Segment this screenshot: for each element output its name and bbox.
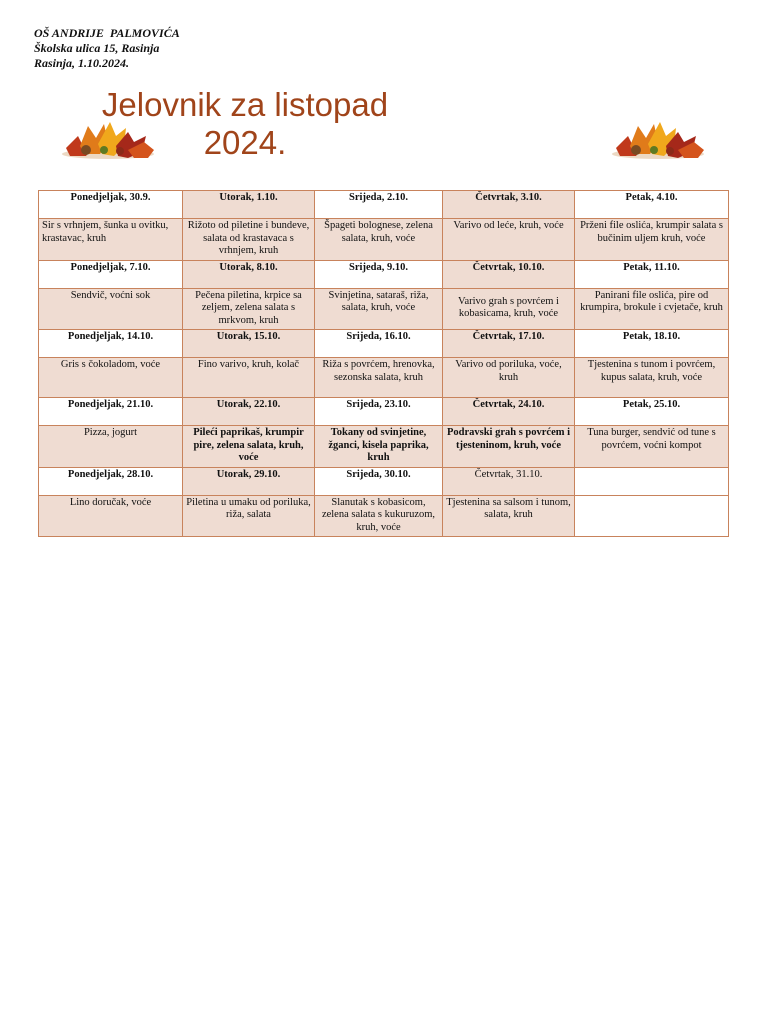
day-cell: Utorak, 15.10. (183, 330, 315, 358)
day-cell: Utorak, 29.10. (183, 467, 315, 495)
day-header-row (39, 260, 729, 288)
day-cell: Ponedjeljak, 28.10. (39, 467, 183, 495)
school-name: OŠ ANDRIJE PALMOVIĆA (34, 26, 180, 40)
meal-cell: Tokany od svinjetine, žganci, kisela paprika, kruh (315, 426, 443, 468)
day-cell: Četvrtak, 17.10. (443, 330, 575, 358)
meal-cell: Pileći paprikaš, krumpir pire, zelena salata, kruh, voće (183, 426, 315, 468)
day-header-row (39, 330, 729, 358)
meal-cell: Podravski grah s povrćem i tjesteninom, kruh, voće (443, 426, 575, 468)
meal-cell: Tuna burger, sendvić od tune s povrćem, voćni kompot (575, 426, 729, 468)
meal-cell: Špageti bolognese, zelena salata, kruh, voće (315, 219, 443, 261)
meal-cell: Pizza, jogurt (39, 426, 183, 468)
autumn-leaves-icon (58, 118, 158, 164)
menu-table (38, 190, 729, 537)
day-cell: Petak, 4.10. (575, 191, 729, 219)
title-line-2: 2024. (203, 124, 287, 161)
meal-cell: Tjestenina s tunom i povrćem, kupus salata, kruh, voće (575, 358, 729, 398)
meal-cell: Piletina u umaku od poriluka, riža, salata (183, 495, 315, 537)
day-cell: Petak, 18.10. (575, 330, 729, 358)
meal-cell: Panirani file oslića, pire od krumpira, brokule i cvjetače, kruh (575, 288, 729, 330)
meal-cell: Sir s vrhnjem, šunka u ovitku, krastavac, kruh (39, 219, 183, 261)
day-cell: Utorak, 8.10. (183, 260, 315, 288)
title-line-1: Jelovnik za listopad (101, 86, 389, 123)
meal-cell (575, 495, 729, 537)
day-cell: Petak, 25.10. (575, 398, 729, 426)
meal-cell: Sendvič, voćni sok (39, 288, 183, 330)
meal-cell: Gris s čokoladom, voće (39, 358, 183, 398)
meal-cell: Lino doručak, voće (39, 495, 183, 537)
day-header-row (39, 467, 729, 495)
day-cell: Srijeda, 30.10. (315, 467, 443, 495)
day-cell: Srijeda, 23.10. (315, 398, 443, 426)
day-cell: Utorak, 1.10. (183, 191, 315, 219)
day-cell: Petak, 11.10. (575, 260, 729, 288)
meal-cell: Rižoto od piletine i bundeve, salata od krastavaca s vrhnjem, kruh (183, 219, 315, 261)
day-header-row (39, 398, 729, 426)
meal-row (39, 495, 729, 537)
day-cell: Ponedjeljak, 21.10. (39, 398, 183, 426)
day-cell: Srijeda, 2.10. (315, 191, 443, 219)
school-address: Školska ulica 15, Rasinja (34, 41, 160, 55)
meal-row (39, 288, 729, 330)
day-cell: Četvrtak, 24.10. (443, 398, 575, 426)
day-cell: Ponedjeljak, 30.9. (39, 191, 183, 219)
school-info (34, 26, 180, 71)
meal-cell: Varivo od poriluka, voće, kruh (443, 358, 575, 398)
meal-cell: Varivo od leće, kruh, voće (443, 219, 575, 261)
day-cell: Ponedjeljak, 7.10. (39, 260, 183, 288)
meal-cell: Riža s povrćem, hrenovka, sezonska salata, kruh (315, 358, 443, 398)
autumn-leaves-icon (608, 118, 708, 164)
meal-cell: Fino varivo, kruh, kolač (183, 358, 315, 398)
day-cell: Četvrtak, 31.10. (443, 467, 575, 495)
meal-cell: Slanutak s kobasicom, zelena salata s kukuruzom, kruh, voće (315, 495, 443, 537)
day-cell: Utorak, 22.10. (183, 398, 315, 426)
meal-row (39, 358, 729, 398)
meal-cell: Pečena piletina, krpice sa zeljem, zelena salata s mrkvom, kruh (183, 288, 315, 330)
day-cell: Srijeda, 9.10. (315, 260, 443, 288)
meal-row (39, 426, 729, 468)
meal-cell: Prženi file oslića, krumpir salata s bučinim uljem kruh, voće (575, 219, 729, 261)
day-cell: Četvrtak, 10.10. (443, 260, 575, 288)
meal-row (39, 219, 729, 261)
day-cell (575, 467, 729, 495)
meal-cell: Svinjetina, sataraš, riža, salata, kruh, voće (315, 288, 443, 330)
day-cell: Ponedjeljak, 14.10. (39, 330, 183, 358)
place-date: Rasinja, 1.10.2024. (34, 56, 130, 70)
meal-cell: Varivo grah s povrćem i kobasicama, kruh, voće (443, 288, 575, 330)
day-header-row (39, 191, 729, 219)
day-cell: Četvrtak, 3.10. (443, 191, 575, 219)
meal-cell: Tjestenina sa salsom i tunom, salata, kruh (443, 495, 575, 537)
day-cell: Srijeda, 16.10. (315, 330, 443, 358)
